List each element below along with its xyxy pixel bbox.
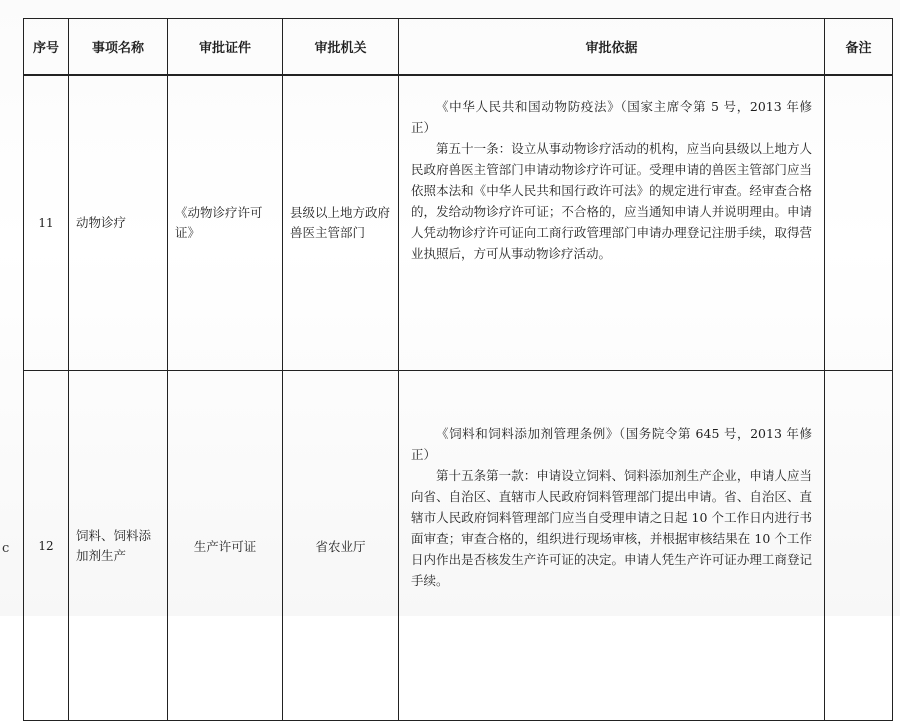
row-item-name: 动物诊疗 xyxy=(69,75,168,371)
row-authority: 省农业厅 xyxy=(283,371,399,721)
header-serial: 序号 xyxy=(24,19,69,76)
table-header-row xyxy=(24,19,893,76)
table-row xyxy=(24,371,893,721)
margin-mark: c xyxy=(2,541,10,556)
row-certificate: 《动物诊疗许可证》 xyxy=(168,75,283,371)
header-item-name: 事项名称 xyxy=(69,19,168,76)
row-serial: 11 xyxy=(24,75,69,371)
row-basis xyxy=(399,371,825,721)
row-basis xyxy=(399,75,825,371)
basis-law-title: 《中华人民共和国动物防疫法》（国家主席令第 5 号，2013 年修正） xyxy=(411,99,812,135)
row-serial: 12 xyxy=(24,371,69,721)
basis-law-title: 《饲料和饲料添加剂管理条例》（国务院令第 645 号，2013 年修正） xyxy=(411,426,812,462)
row-remarks xyxy=(825,75,893,371)
basis-article: 第五十一条：设立从事动物诊疗活动的机构，应当向县级以上地方人民政府兽医主管部门申请动物诊疗许可证。受理申请的兽医主管部门应当依照本法和《中华人民共和国行政许可法》的规定进行审查。经审查合格的，发给动物诊疗许可证；不合格的，应当通知申请人并说明理由。申请人凭动物诊疗许可证向工商行政管理部门申请办理登记注册手续，取得营业执照后，方可从事动物诊疗活动。 xyxy=(411,141,812,261)
header-certificate: 审批证件 xyxy=(168,19,283,76)
header-basis: 审批依据 xyxy=(399,19,825,76)
row-item-name: 饲料、饲料添加剂生产 xyxy=(69,371,168,721)
row-remarks xyxy=(825,371,893,721)
row-authority: 县级以上地方政府兽医主管部门 xyxy=(283,75,399,371)
table-row xyxy=(24,75,893,371)
row-certificate: 生产许可证 xyxy=(168,371,283,721)
header-authority: 审批机关 xyxy=(283,19,399,76)
basis-article: 第十五条第一款：申请设立饲料、饲料添加剂生产企业，申请人应当向省、自治区、直辖市人民政府饲料管理部门提出申请。省、自治区、直辖市人民政府饲料管理部门应当自受理申请之日起 10 个工作日内进行书面审查；审查合格的，组织进行现场审核，并根据审核结果在 10 个工作日内作出是否核发生产许可证的决定。申请人凭生产许可证办理工商登记手续。 xyxy=(411,468,812,588)
header-remarks: 备注 xyxy=(825,19,893,76)
